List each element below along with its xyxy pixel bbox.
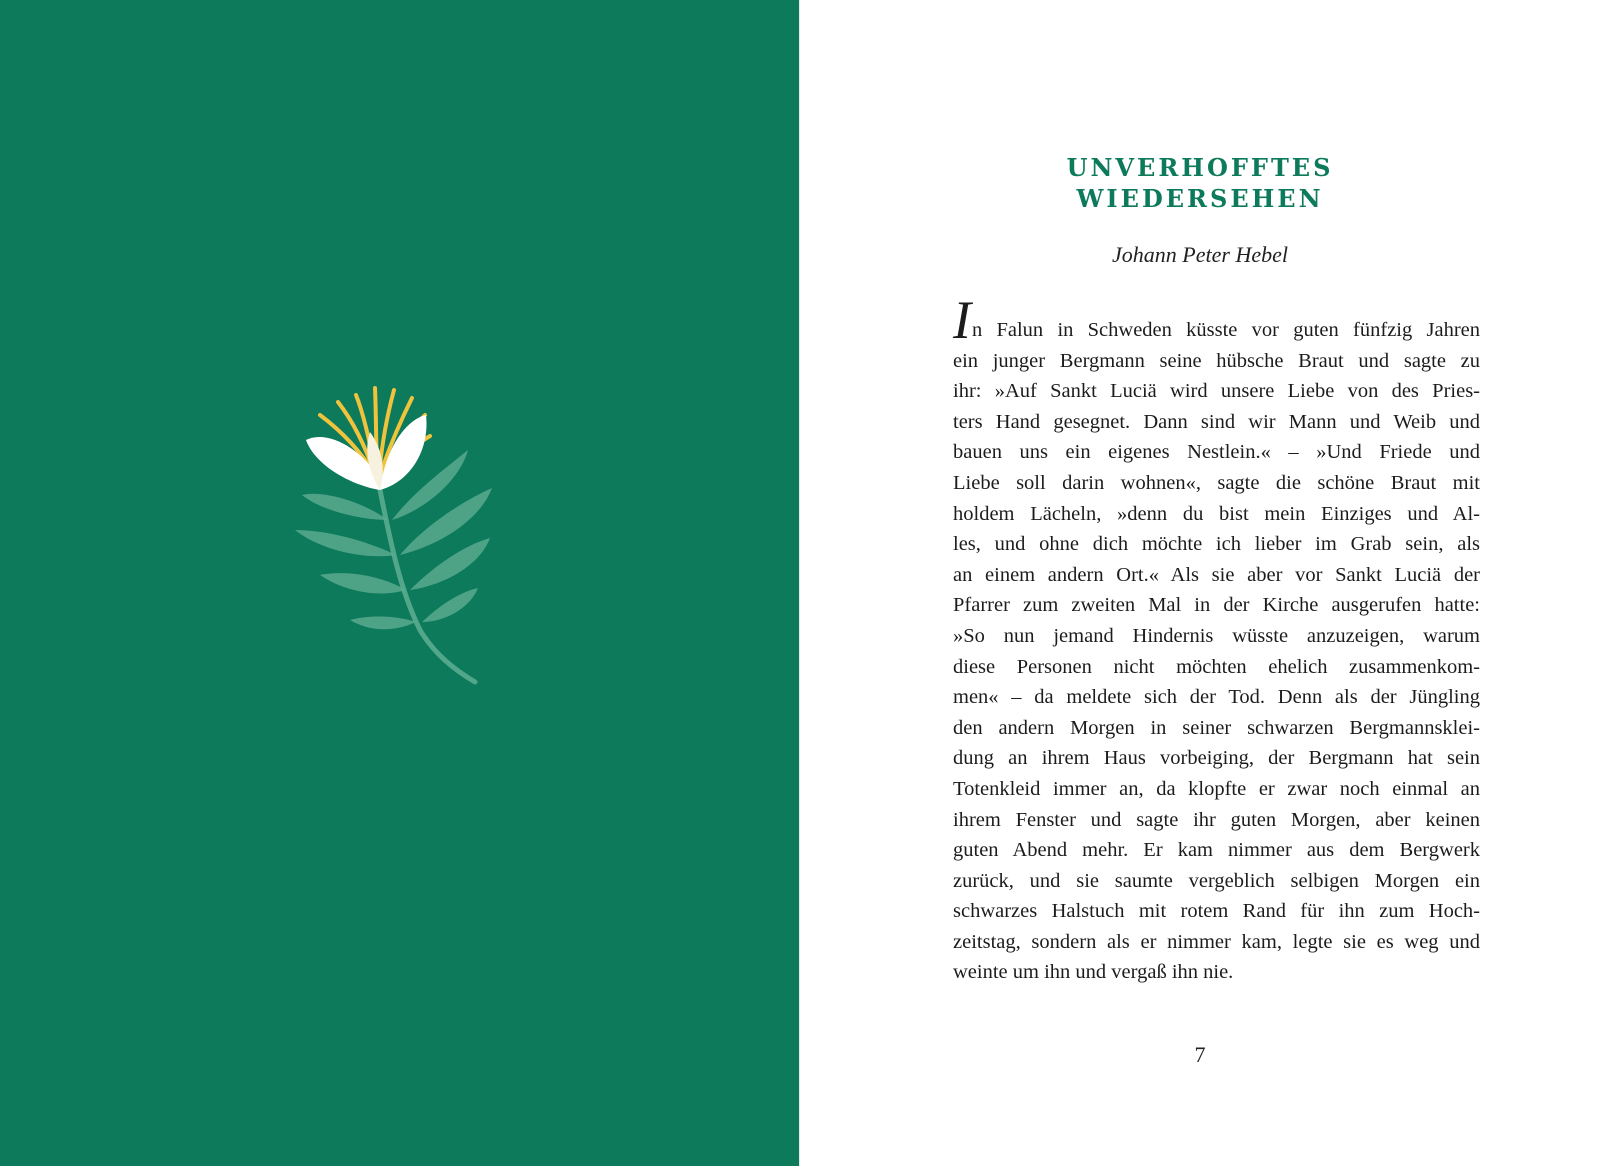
- body-line: an einem andern Ort.« Als sie aber vor Sankt Luciä der: [953, 563, 1480, 586]
- body-line: Liebe soll darin wohnen«, sagte die schöne Braut mit: [953, 471, 1480, 494]
- story-body: [953, 290, 1480, 988]
- title-line-1: UNVERHOFFTES: [1066, 153, 1334, 182]
- body-line: ters Hand gesegnet. Dann sind wir Mann und Weib und: [953, 410, 1480, 433]
- body-line: zurück, und sie saumte vergeblich selbigen Morgen ein: [953, 869, 1480, 892]
- body-line: ihrem Fenster und sagte ihr guten Morgen, aber keinen: [953, 808, 1480, 831]
- page-number: 7: [1194, 1042, 1206, 1067]
- body-line: »So nun jemand Hindernis wüsste anzuzeigen, warum: [953, 624, 1480, 647]
- body-line-first-rest: n Falun in Schweden küsste vor guten fünfzig Jahren: [971, 319, 1480, 341]
- body-line: bauen uns ein eigenes Nestlein.« – »Und Friede und: [953, 441, 1480, 464]
- body-line: ihr: »Auf Sankt Luciä wird unsere Liebe von des Pries-: [953, 380, 1480, 403]
- body-line: schwarzes Halstuch mit rotem Rand für ihn zum Hoch-: [953, 900, 1480, 923]
- body-line: holdem Lächeln, »denn du bist mein Einziges und Al-: [953, 502, 1480, 525]
- body-line-last: weinte um ihn und vergaß ihn nie.: [953, 961, 1234, 984]
- body-line: Totenkleid immer an, da klopfte er zwar noch einmal an: [953, 777, 1480, 800]
- body-line: ein junger Bergmann seine hübsche Braut und sagte zu: [953, 349, 1480, 372]
- body-line: men« – da meldete sich der Tod. Denn als der Jüngling: [953, 686, 1480, 709]
- body-line: Pfarrer zum zweiten Mal in der Kirche ausgerufen hatte:: [953, 594, 1480, 617]
- body-line: guten Abend mehr. Er kam nimmer aus dem Bergwerk: [953, 839, 1480, 862]
- body-line: den andern Morgen in seiner schwarzen Bergmannsklei-: [953, 716, 1480, 739]
- drop-cap: I: [953, 290, 971, 350]
- story-title: [800, 152, 1600, 214]
- body-line: les, und ohne dich möchte ich lieber im Grab sein, als: [953, 533, 1480, 556]
- author-name: Johann Peter Hebel: [1112, 242, 1288, 267]
- body-line-first: [953, 290, 1480, 350]
- title-line-2: WIEDERSEHEN: [1076, 184, 1324, 213]
- body-line: dung an ihrem Haus vorbeiging, der Bergmann hat sein: [953, 747, 1480, 770]
- body-line: zeitstag, sondern als er nimmer kam, legte sie es weg und: [953, 930, 1480, 953]
- left-page-green: [0, 0, 799, 1166]
- white-flower-with-leaves-icon: [280, 370, 520, 710]
- body-line: diese Personen nicht möchten ehelich zusammenkom-: [953, 655, 1480, 678]
- right-page: [800, 0, 1600, 1166]
